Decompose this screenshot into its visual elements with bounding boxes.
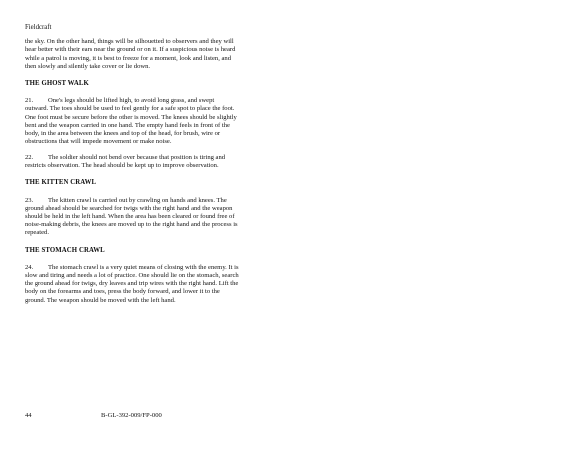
section-ghost-walk (25, 80, 239, 170)
numbered-paragraph (25, 154, 239, 170)
paragraph-text: The stomach crawl is a very quiet means of closing with the enemy. It is slow and tiring and needs a lot of practice. One should lie on the stomach, search the ground ahead for twigs, dry leaves and trip wires with the right hand. Lift the body on the forearms and toes, press the body forward, and lower it to the ground. The weapon should be moved with the left hand. (25, 263, 239, 304)
paragraph-text: The kitten crawl is carried out by crawling on hands and knees. The ground ahead should be searched for twigs with the right hand and the weapon should be held in the left hand. When the area has been cleared or found free of noise-making debris, the knees are moved up to the right hand and the process is repeated. (25, 196, 238, 237)
page-number: 44 (25, 412, 32, 419)
section-stomach-crawl (25, 247, 239, 305)
numbered-paragraph (25, 197, 239, 238)
numbered-paragraph (25, 264, 239, 305)
paragraph-text: One's legs should be lifted high, to avoid long grass, and swept outward. The toes should be used to feel gently for a safe spot to place the foot. One foot must be secure before the other is moved. The knees should be slightly bent and the weapon carried in one hand. The empty hand feels in front of the body, in the area between the knees and top of the head, for brush, wire or obstructions that will impede movement or make noise. (25, 97, 237, 146)
section-heading: THE KITTEN CRAWL (25, 179, 97, 187)
numbered-paragraph (25, 97, 239, 146)
section-heading: THE STOMACH CRAWL (25, 246, 105, 254)
section-kitten-crawl (25, 179, 239, 237)
paragraph-number: 22. (25, 154, 34, 162)
paragraph-number: 21. (25, 97, 34, 105)
document-page (25, 24, 239, 312)
document-id: B-GL-392-009/FP-000 (101, 412, 162, 419)
intro-paragraph: the sky. On the other hand, things will be silhouetted to observers and they will hear better with their ears near the ground or on it. If a suspicious noise is heard while a patrol is moving, it is best to freeze for a moment, look and listen, and then slowly and silently take cover or lie down. (25, 38, 236, 70)
section-heading: THE GHOST WALK (25, 80, 89, 88)
running-head: Fieldcraft (25, 24, 52, 31)
paragraph-number: 24. (25, 263, 34, 271)
paragraph-text: The soldier should not bend over because that position is tiring and restricts observation. The head should be kept up to improve observation. (25, 154, 226, 170)
paragraph-number: 23. (25, 196, 34, 204)
